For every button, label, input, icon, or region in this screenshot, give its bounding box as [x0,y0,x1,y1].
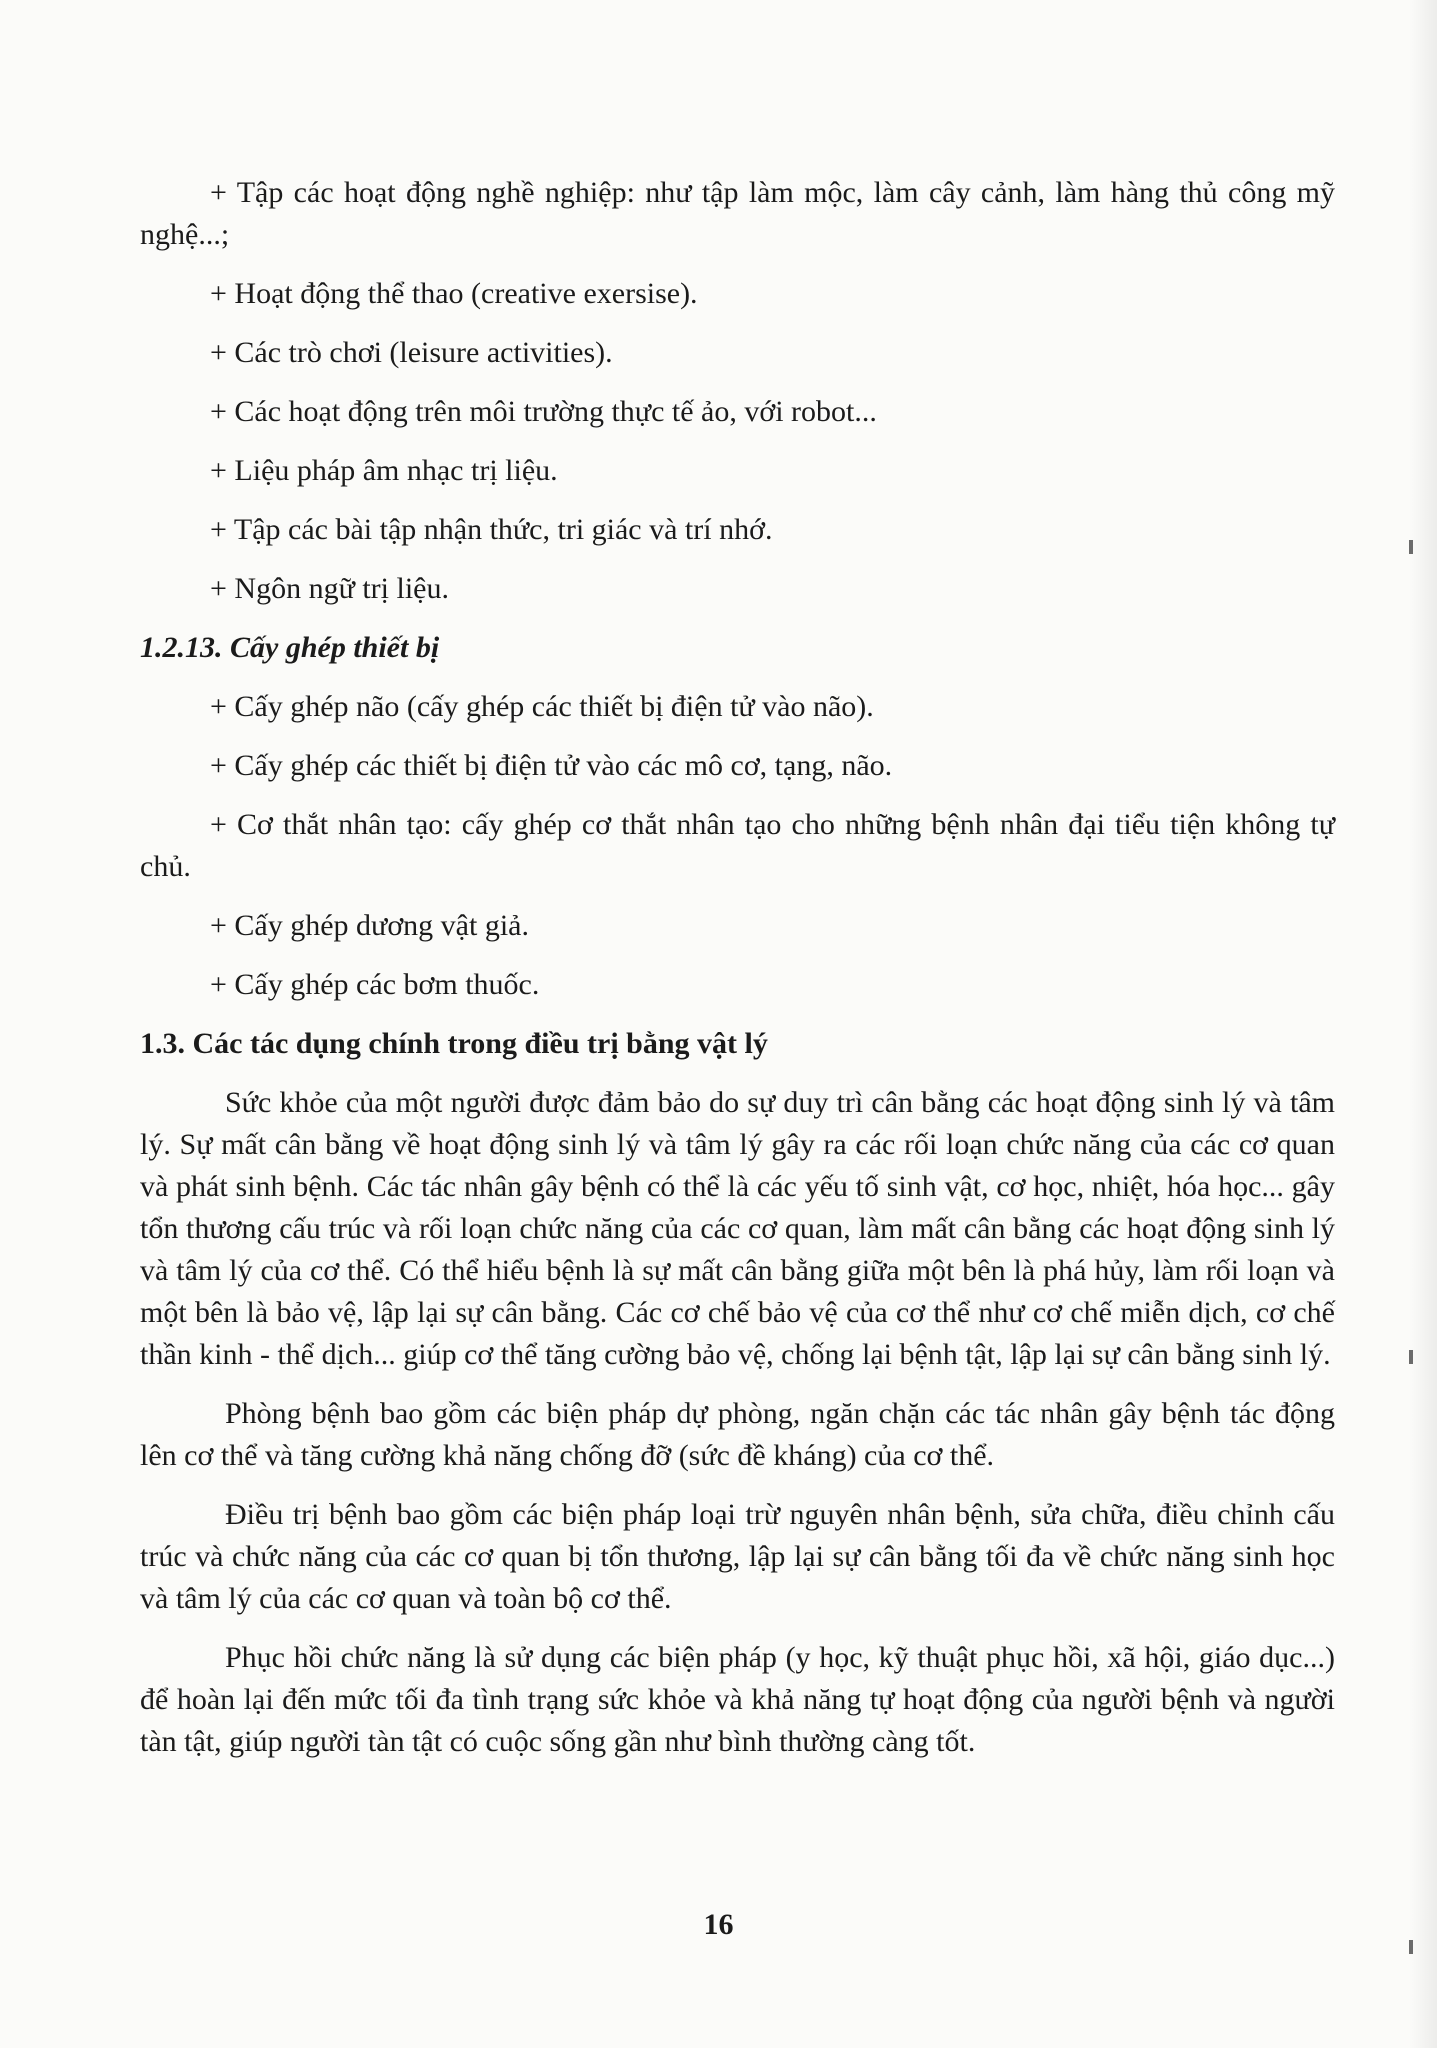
body-paragraph: Phòng bệnh bao gồm các biện pháp dự phòng, ngăn chặn các tác nhân gây bệnh tác động lên cơ thể và tăng cường khả năng chống đỡ (sức đề kháng) của cơ thể. [140,1397,1335,1472]
list-item: + Các trò chơi (leisure activities). [210,336,613,369]
body-paragraph: Sức khỏe của một người được đảm bảo do sự duy trì cân bằng các hoạt động sinh lý và tâm lý. Sự mất cân bằng về hoạt động sinh lý và tâm lý gây ra các rối loạn chức năng của các cơ quan và phát sinh bệnh. Các tác nhân gây bệnh có thể là các yếu tố sinh vật, cơ học, nhiệt, hóa học... gây tổn thương cấu trúc và rối loạn chức năng của các cơ quan, làm mất cân bằng các hoạt động sinh lý và tâm lý của cơ thể. Có thể hiểu bệnh là sự mất cân bằng giữa một bên là phá hủy, làm rối loạn và một bên là bảo vệ, lập lại sự cân bằng. Các cơ chế bảo vệ của cơ thể như cơ chế miễn dịch, cơ chế thần kinh - thể dịch... giúp cơ thể tăng cường bảo vệ, chống lại bệnh tật, lập lại sự cân bằng sinh lý. [140,1086,1335,1371]
margin-mark [1409,1350,1413,1364]
list-item: + Tập các bài tập nhận thức, tri giác và trí nhớ. [210,513,773,546]
list-item: + Cơ thắt nhân tạo: cấy ghép cơ thắt nhân tạo cho những bệnh nhân đại tiểu tiện không tự chủ. [140,808,1335,883]
list-item: + Cấy ghép não (cấy ghép các thiết bị điện tử vào não). [210,690,874,723]
list-item: + Cấy ghép các thiết bị điện tử vào các mô cơ, tạng, não. [210,749,893,782]
margin-mark [1409,540,1413,554]
section-heading-1-3: 1.3. Các tác dụng chính trong điều trị bằng vật lý [140,1027,768,1060]
body-paragraph: Điều trị bệnh bao gồm các biện pháp loại trừ nguyên nhân bệnh, sửa chữa, điều chỉnh cấu trúc và chức năng của các cơ quan bị tổn thương, lập lại sự cân bằng tối đa về chức năng sinh học và tâm lý của các cơ quan và toàn bộ cơ thể. [140,1498,1335,1615]
list-item: + Cấy ghép dương vật giả. [210,909,529,942]
list-item: + Liệu pháp âm nhạc trị liệu. [210,454,558,487]
list-item: + Cấy ghép các bơm thuốc. [210,968,540,1001]
list-item: + Ngôn ngữ trị liệu. [210,572,449,605]
page-number: 16 [703,1908,734,1941]
list-item: + Hoạt động thể thao (creative exersise). [210,277,698,310]
page-content [140,172,1335,1780]
page-edge-shadow [1409,0,1437,2048]
list-item: + Các hoạt động trên môi trường thực tế ảo, với robot... [210,395,877,428]
margin-mark [1409,1940,1413,1954]
body-paragraph: Phục hồi chức năng là sử dụng các biện pháp (y học, kỹ thuật phục hồi, xã hội, giáo dục...) để hoàn lại đến mức tối đa tình trạng sức khỏe và khả năng tự hoạt động của người bệnh và người tàn tật, giúp người tàn tật có cuộc sống gần như bình thường càng tốt. [140,1641,1335,1758]
section-heading-1-2-13: 1.2.13. Cấy ghép thiết bị [140,631,440,664]
list-item: + Tập các hoạt động nghề nghiệp: như tập làm mộc, làm cây cảnh, làm hàng thủ công mỹ nghệ...; [140,176,1335,251]
